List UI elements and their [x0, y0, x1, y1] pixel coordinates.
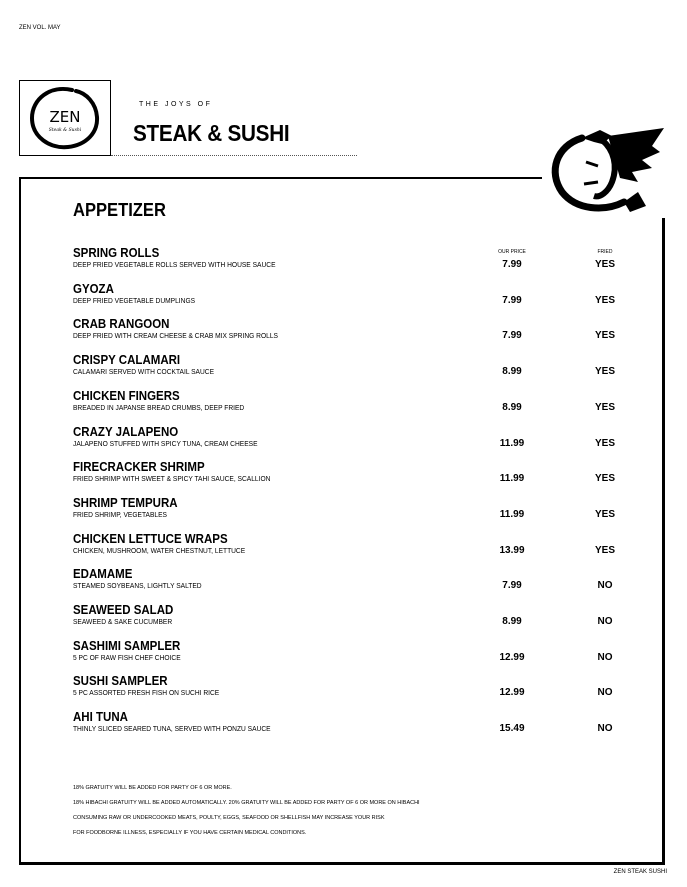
item-fried: NO — [597, 580, 613, 592]
item-fried: NO — [597, 723, 613, 735]
note: CONSUMING RAW OR UNDERCOOKED MEATS, POULTY, EGGS, SEAFOOD OR SHELLFISH MAY INCREASE YOUR RISK — [73, 815, 385, 821]
item-price: 13.99 — [499, 544, 525, 556]
menu-item — [73, 532, 633, 566]
menu-item — [73, 674, 633, 708]
item-fried: YES — [594, 473, 615, 485]
item-name: SASHIMI SAMPLER — [73, 638, 181, 653]
item-name: GYOZA — [73, 281, 114, 296]
item-description: FRIED SHRIMP WITH SWEET & SPICY TAHI SAUCE, SCALLION — [73, 476, 271, 484]
menu-item — [73, 246, 633, 280]
item-description: SEAWEED & SAKE CUCUMBER — [73, 619, 173, 626]
menu-item — [73, 317, 633, 351]
menu-item — [73, 496, 633, 530]
item-fried: YES — [594, 437, 615, 449]
fried-column-header: FRIED — [597, 249, 613, 255]
item-description: DEEP FRIED VEGETABLE ROLLS SERVED WITH HOUSE SAUCE — [73, 262, 276, 269]
item-price: 7.99 — [502, 259, 522, 270]
svg-text:Steak & Sushi: Steak & Sushi — [48, 128, 82, 133]
item-name: EDAMAME — [73, 567, 133, 582]
item-name: SHRIMP TEMPURA — [73, 495, 178, 510]
menu-item — [73, 567, 633, 601]
item-price: 11.99 — [499, 473, 525, 485]
menu-item — [73, 710, 633, 744]
title-divider — [111, 155, 357, 156]
menu-item — [73, 425, 633, 459]
item-description: 5 PC ASSORTED FRESH FISH ON SUCHI RICE — [73, 690, 220, 698]
menu-item — [73, 282, 633, 316]
menu-item — [73, 353, 633, 387]
item-name: CRAZY JALAPENO — [73, 424, 179, 439]
item-fried: YES — [594, 508, 615, 520]
zen-logo — [19, 80, 111, 156]
item-fried: YES — [594, 366, 615, 378]
price-column-header: OUR PRICE — [498, 249, 526, 255]
volume-label: ZEN VOL. MAY — [19, 25, 61, 31]
item-description: JALAPENO STUFFED WITH SPICY TUNA, CREAM CHEESE — [73, 440, 258, 448]
item-fried: YES — [594, 294, 615, 306]
item-name: SEAWEED SALAD — [73, 603, 174, 617]
item-price: 12.99 — [499, 651, 525, 663]
menu-item — [73, 603, 633, 637]
menu-item — [73, 460, 633, 494]
item-name: CRISPY CALAMARI — [73, 353, 181, 368]
item-description: STEAMED SOYBEANS, LIGHTLY SALTED — [73, 583, 202, 591]
item-price: 7.99 — [502, 294, 522, 306]
item-fried: YES — [594, 401, 615, 413]
section-heading: APPETIZER — [73, 200, 166, 220]
item-description: DEEP FRIED WITH CREAM CHEESE & CRAB MIX SPRING ROLLS — [73, 333, 278, 341]
item-price: 7.99 — [502, 330, 522, 342]
footer-label: ZEN STEAK SUSHI — [613, 869, 667, 875]
item-fried: YES — [594, 259, 615, 270]
dragon-icon — [542, 126, 668, 218]
item-fried: YES — [594, 330, 615, 342]
item-price: 15.49 — [499, 723, 525, 735]
item-description: BREADED IN JAPANSE BREAD CRUMBS, DEEP FRIED — [73, 404, 245, 412]
item-description: 5 PC OF RAW FISH CHEF CHOICE — [73, 654, 181, 662]
item-name: SUSHI SAMPLER — [73, 674, 168, 689]
item-name: AHI TUNA — [73, 710, 128, 725]
note: 18% HIBACHI GRATUITY WILL BE ADDED AUTOMATICALLY. 20% GRATUITY WILL BE ADDED FOR PARTY OF 6 OR MORE ON HIBACHI — [73, 800, 420, 806]
svg-text:ZEN: ZEN — [49, 108, 81, 126]
menu-item — [73, 389, 633, 423]
item-name: CRAB RANGOON — [73, 317, 170, 332]
note: FOR FOODBORNE ILLNESS, ESPECIALLY IF YOU HAVE CERTAIN MEDICAL CONDITIONS. — [73, 830, 307, 836]
note: 18% GRATUITY WILL BE ADDED FOR PARTY OF 6 OR MORE. — [73, 785, 232, 791]
item-name: FIRECRACKER SHRIMP — [73, 460, 205, 475]
item-price: 12.99 — [499, 687, 525, 699]
item-price: 11.99 — [499, 437, 525, 449]
page-title: STEAK & SUSHI — [133, 120, 290, 146]
subtitle: THE JOYS OF — [139, 101, 213, 108]
item-price: 8.99 — [502, 616, 522, 627]
item-price: 8.99 — [502, 366, 522, 378]
item-name: CHICKEN LETTUCE WRAPS — [73, 531, 228, 546]
item-description: CALAMARI SERVED WITH COCKTAIL SAUCE — [73, 369, 215, 377]
item-price: 8.99 — [502, 401, 522, 413]
item-name: SPRING ROLLS — [73, 246, 160, 260]
item-description: CHICKEN, MUSHROOM, WATER CHESTNUT, LETTUCE — [73, 547, 246, 555]
item-name: CHICKEN FINGERS — [73, 388, 180, 403]
item-price: 7.99 — [502, 580, 522, 592]
item-fried: NO — [597, 616, 613, 627]
menu-item — [73, 639, 633, 673]
item-description: THINLY SLICED SEARED TUNA, SERVED WITH PONZU SAUCE — [73, 726, 271, 734]
item-description: DEEP FRIED VEGETABLE DUMPLINGS — [73, 297, 196, 305]
item-description: FRIED SHRIMP, VEGETABLES — [73, 511, 167, 519]
item-fried: YES — [594, 544, 615, 556]
item-fried: NO — [597, 687, 613, 699]
item-price: 11.99 — [499, 508, 525, 520]
item-fried: NO — [597, 651, 613, 663]
